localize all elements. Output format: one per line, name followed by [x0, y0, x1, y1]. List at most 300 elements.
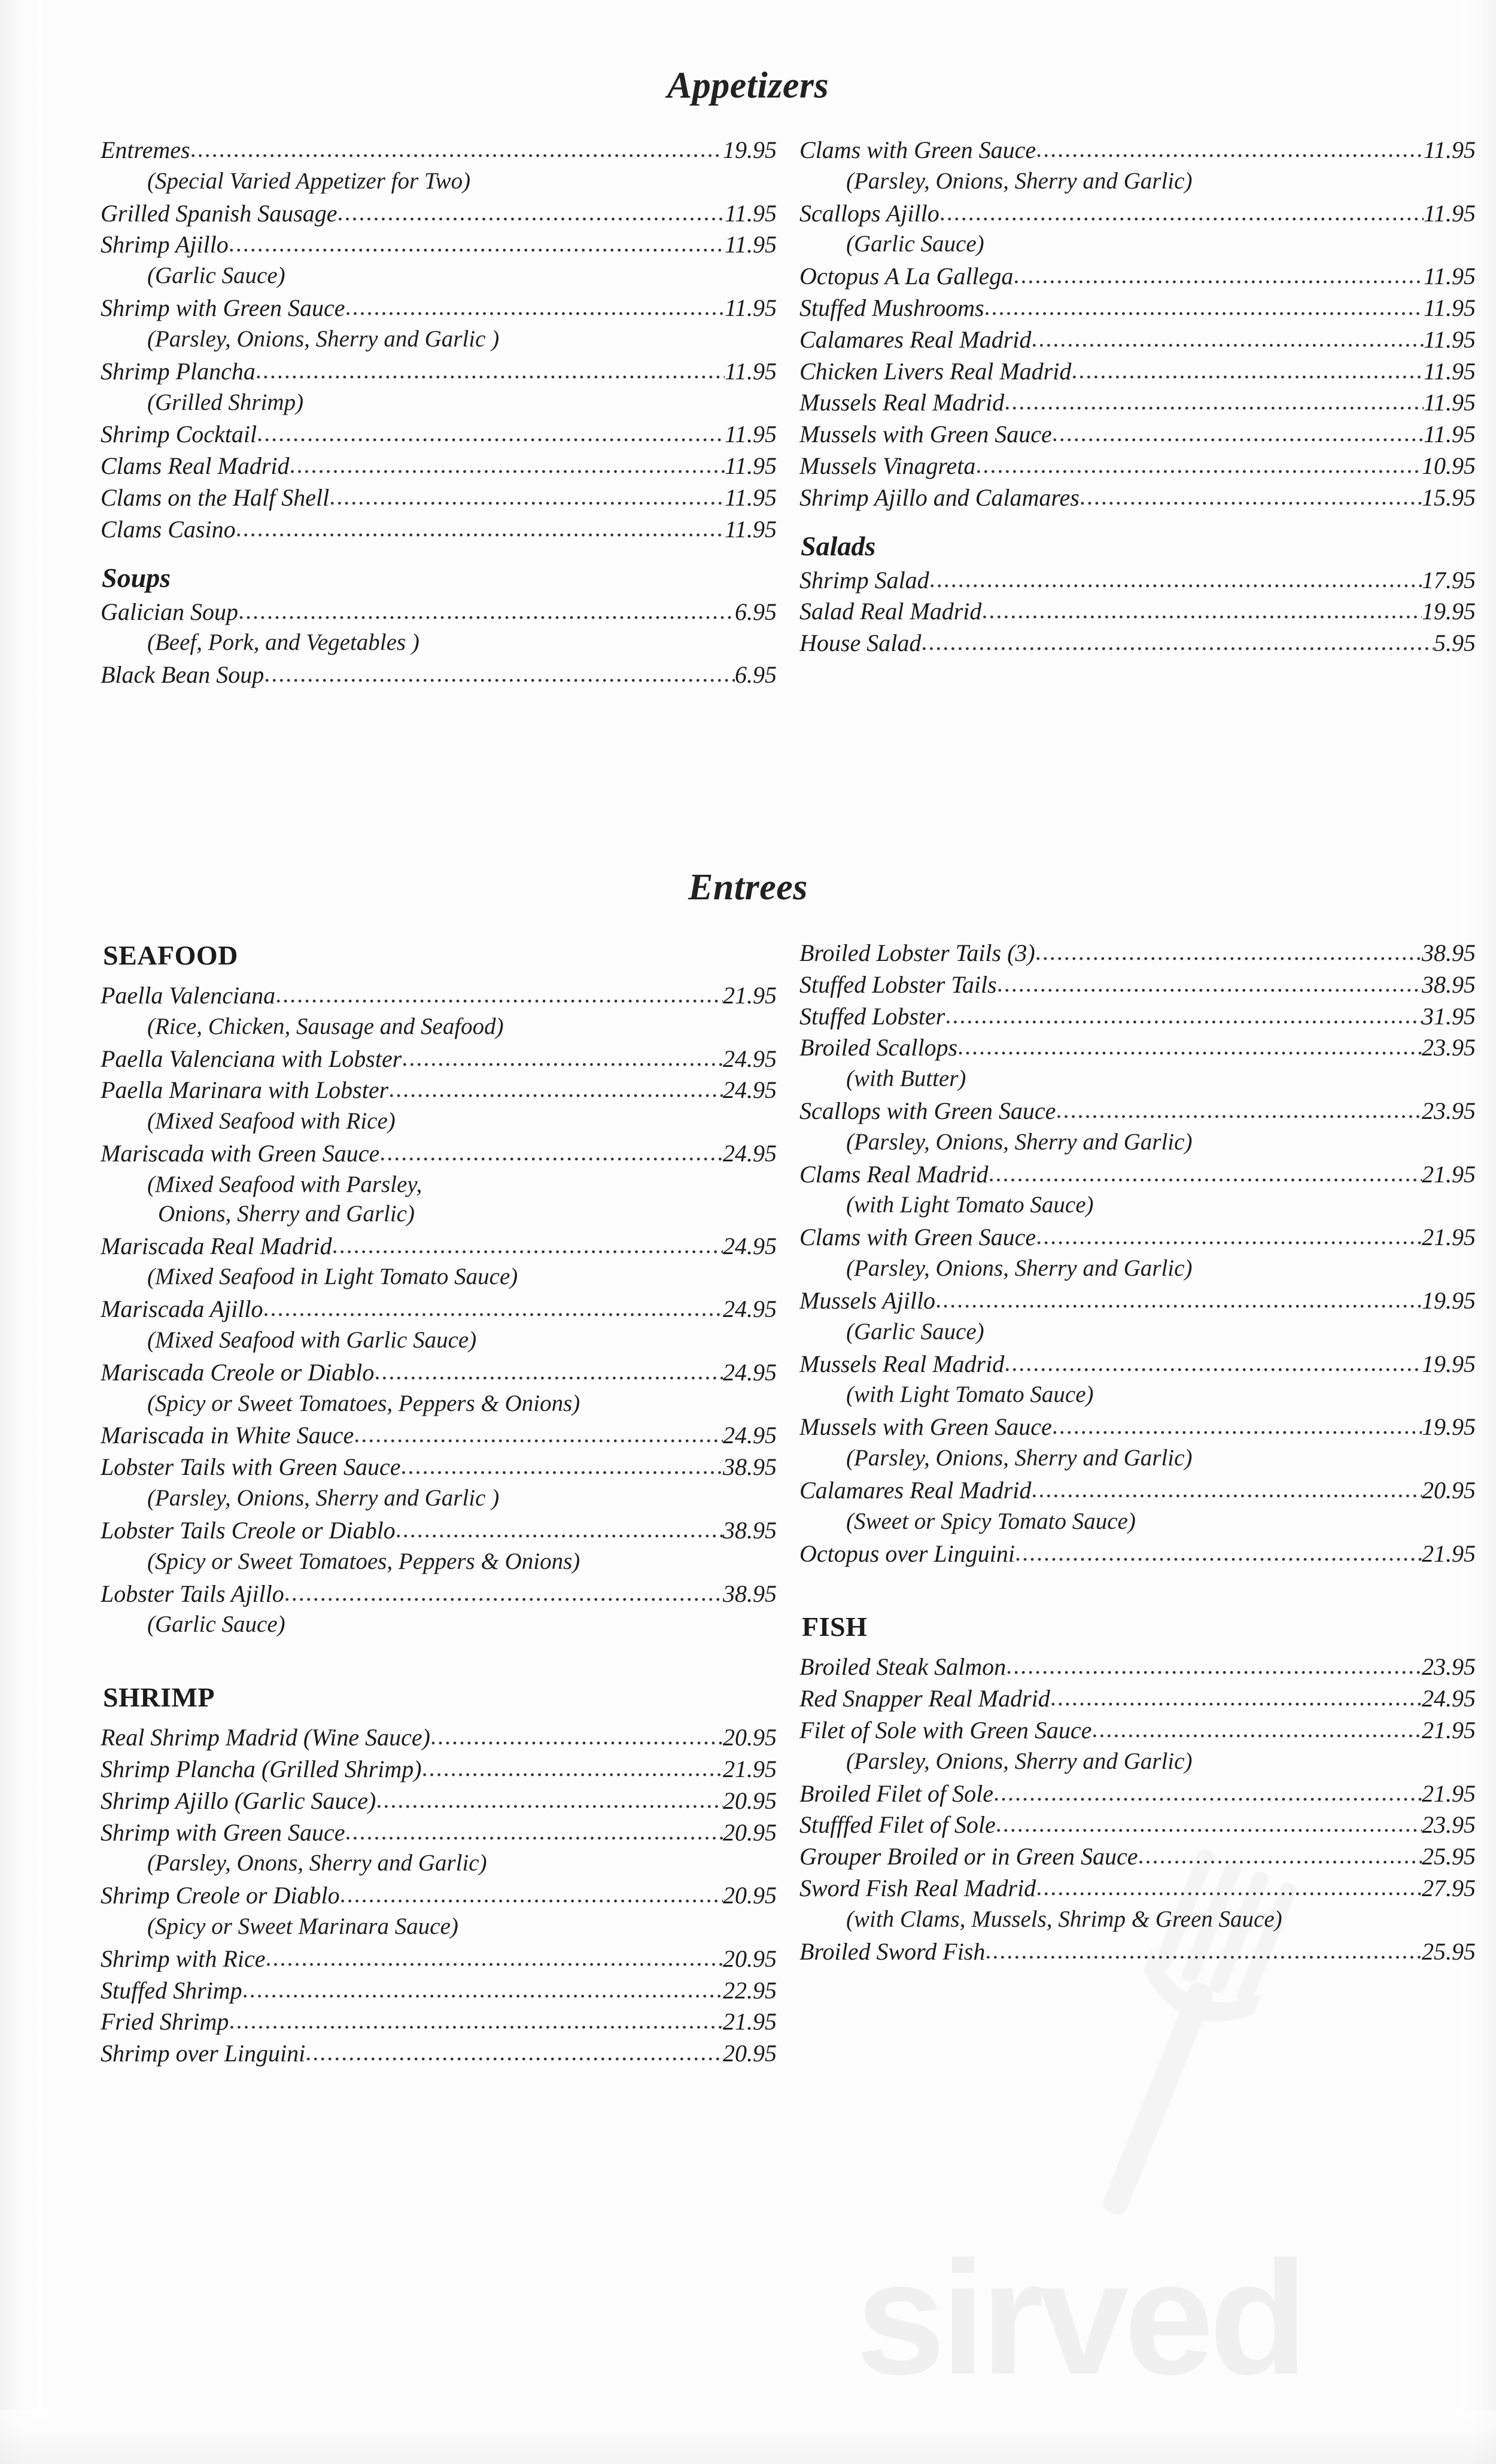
menu-item[interactable] [799, 1413, 1476, 1441]
item-price: 24.95 [723, 1076, 777, 1104]
menu-item[interactable] [101, 661, 777, 689]
dot-leader [263, 1295, 723, 1322]
item-name: Shrimp with Rice [101, 1945, 266, 1972]
dot-leader [340, 1882, 723, 1909]
dot-leader [939, 200, 1424, 227]
dot-leader [1036, 1875, 1422, 1902]
item-price: 23.95 [1422, 1034, 1476, 1061]
item-price: 31.95 [1422, 1002, 1476, 1030]
menu-item[interactable] [101, 421, 777, 449]
menu-item[interactable] [101, 516, 777, 544]
menu-item[interactable] [101, 452, 777, 480]
item-description: (Parsley, Onions, Sherry and Garlic) [846, 1255, 1193, 1282]
menu-item[interactable] [101, 982, 777, 1010]
menu-item[interactable] [101, 1045, 777, 1073]
item-price: 11.95 [724, 231, 777, 258]
item-price: 11.95 [724, 452, 777, 480]
dot-leader [190, 136, 723, 163]
item-name: Grilled Spanish Sausage [101, 199, 337, 227]
menu-item[interactable] [101, 2008, 777, 2036]
item-price: 11.95 [1423, 294, 1476, 322]
dot-leader [1050, 1685, 1422, 1712]
dot-leader [996, 1811, 1422, 1838]
dot-leader [929, 567, 1422, 594]
item-price: 24.95 [723, 1295, 777, 1323]
entrees-right-list [799, 939, 1476, 1568]
item-description: (Spicy or Sweet Marinara Sauce) [147, 1914, 458, 1940]
item-price: 11.95 [724, 515, 777, 543]
menu-item[interactable] [799, 452, 1476, 480]
item-name: Shrimp Ajillo [101, 231, 229, 258]
item-description: (Mixed Seafood with Garlic Sauce) [147, 1327, 477, 1353]
item-price: 20.95 [723, 1787, 777, 1814]
item-name: Paella Marinara with Lobster [101, 1076, 389, 1104]
menu-item[interactable] [799, 1477, 1476, 1505]
dot-leader [1052, 1413, 1422, 1440]
item-name: Clams Real Madrid [799, 1160, 989, 1188]
item-name: Mussels with Green Sauce [799, 421, 1052, 448]
item-name: Stufffed Filet of Sole [799, 1811, 996, 1839]
entrees-left-column [101, 939, 777, 2071]
dot-leader [264, 661, 735, 688]
item-price: 11.95 [724, 294, 777, 322]
sirved-watermark: sirved [856, 2228, 1303, 2408]
item-description: (Parsley, Onons, Sherry and Garlic) [147, 1850, 487, 1876]
menu-item[interactable] [101, 484, 777, 512]
dot-leader [354, 1422, 723, 1449]
item-name: Calamares Real Madrid [799, 1476, 1032, 1504]
dot-leader [1138, 1843, 1422, 1870]
item-description: (Garlic Sauce) [846, 1318, 984, 1344]
dot-leader [945, 1003, 1422, 1030]
item-name: Black Bean Soup [101, 661, 264, 689]
item-name: Calamares Real Madrid [799, 326, 1032, 353]
item-description: (Garlic Sauce) [846, 231, 984, 257]
subsection-title-shrimp: SHRIMP [103, 1682, 215, 1713]
menu-item[interactable] [799, 1811, 1476, 1839]
item-price: 24.95 [1422, 1685, 1476, 1712]
item-name: Stuffed Mushrooms [799, 294, 984, 322]
menu-item[interactable] [799, 1224, 1476, 1252]
dot-leader [957, 1034, 1422, 1061]
item-name: Shrimp with Green Sauce [101, 294, 345, 322]
menu-item[interactable] [799, 1938, 1476, 1966]
item-name: Shrimp Cocktail [101, 421, 257, 448]
menu-item[interactable] [101, 1233, 777, 1261]
menu-item[interactable] [799, 389, 1476, 417]
dot-leader [1071, 358, 1424, 385]
dot-leader [1080, 484, 1422, 511]
menu-item[interactable] [101, 1295, 777, 1324]
item-price: 21.95 [1422, 1540, 1476, 1567]
menu-item[interactable] [799, 939, 1476, 968]
menu-item[interactable] [101, 1977, 777, 2005]
item-name: Red Snapper Real Madrid [799, 1685, 1050, 1712]
subsection-title-fish: FISH [802, 1611, 868, 1642]
appetizers-left-column [101, 136, 777, 693]
item-price: 21.95 [723, 2008, 777, 2036]
item-name: Stuffed Shrimp [101, 1976, 242, 2004]
item-name: Shrimp Ajillo (Garlic Sauce) [101, 1787, 376, 1814]
item-price: 21.95 [723, 982, 777, 1009]
item-price: 19.95 [1422, 1413, 1476, 1441]
item-price: 27.95 [1422, 1874, 1476, 1902]
dot-leader [1031, 1477, 1422, 1504]
item-price: 6.95 [735, 598, 777, 625]
dot-leader [985, 1938, 1422, 1965]
item-description: (Spicy or Sweet Tomatoes, Peppers & Onions) [147, 1390, 580, 1416]
dot-leader [238, 598, 735, 625]
item-name: Shrimp Salad [799, 566, 929, 594]
salads-list [799, 567, 1476, 658]
item-name: Lobster Tails with Green Sauce [101, 1453, 401, 1481]
item-name: Mussels with Green Sauce [799, 1413, 1052, 1441]
item-name: Mariscada in White Sauce [101, 1422, 354, 1449]
menu-item[interactable] [799, 629, 1476, 658]
item-price: 11.95 [1423, 326, 1476, 353]
item-name: Grouper Broiled or in Green Sauce [799, 1843, 1138, 1870]
item-price: 20.95 [723, 1724, 777, 1751]
dot-leader [993, 1780, 1422, 1807]
item-description-cont: Onions, Sherry and Garlic) [158, 1200, 415, 1227]
item-price: 24.95 [723, 1422, 777, 1449]
item-name: Octopus over Linguini [799, 1540, 1015, 1567]
seafood-list [101, 982, 777, 1638]
menu-item[interactable] [799, 263, 1476, 291]
item-name: Clams on the Half Shell [101, 483, 330, 511]
item-name: Shrimp with Green Sauce [101, 1818, 345, 1846]
item-name: Octopus A La Gallega [799, 263, 1014, 290]
menu-item[interactable] [799, 1875, 1476, 1903]
item-description: (with Clams, Mussels, Shrimp & Green Sauce) [846, 1906, 1282, 1932]
menu-item[interactable] [799, 1287, 1476, 1315]
item-name: Shrimp Creole or Diablo [101, 1882, 340, 1909]
item-name: Clams Casino [101, 515, 236, 543]
menu-item[interactable] [101, 1882, 777, 1910]
menu-item[interactable] [101, 1140, 777, 1168]
item-price: 23.95 [1422, 1097, 1476, 1125]
item-description: (Mixed Seafood with Parsley, [147, 1171, 422, 1197]
item-price: 20.95 [723, 1945, 777, 1972]
dot-leader [332, 1233, 723, 1260]
item-name: Shrimp Ajillo and Calamares [799, 483, 1080, 511]
fish-list [799, 1653, 1476, 1966]
item-name: Fried Shrimp [101, 2008, 229, 2036]
page-edge-shadow-bottom [0, 2410, 1496, 2464]
menu-item[interactable] [101, 1359, 777, 1387]
item-name: Lobster Tails Creole or Diablo [101, 1516, 396, 1544]
menu-item[interactable] [799, 136, 1476, 165]
entrees-right-column [799, 939, 1476, 2071]
item-price: 15.95 [1422, 483, 1476, 511]
dot-leader [275, 982, 723, 1009]
item-price: 22.95 [723, 1976, 777, 2004]
item-name: Clams with Green Sauce [799, 1224, 1036, 1251]
menu-item[interactable] [799, 326, 1476, 354]
item-price: 19.95 [1422, 598, 1476, 625]
menu-item[interactable] [101, 1422, 777, 1450]
item-description: (Parsley, Onions, Sherry and Garlic ) [147, 326, 500, 352]
item-price: 24.95 [723, 1140, 777, 1167]
item-description: (Parsley, Onions, Sherry and Garlic) [846, 1128, 1193, 1155]
subsection-title-salads: Salads [801, 530, 876, 561]
item-name: Sword Fish Real Madrid [799, 1874, 1036, 1902]
dot-leader [1015, 1540, 1422, 1567]
menu-item[interactable] [101, 136, 777, 165]
dot-leader [329, 484, 725, 511]
item-name: Mussels Vinagreta [799, 452, 976, 480]
item-price: 11.95 [1423, 136, 1476, 163]
dot-leader [345, 294, 725, 321]
menu-item[interactable] [101, 1756, 777, 1784]
item-price: 20.95 [723, 1882, 777, 1909]
item-name: Paella Valenciana [101, 982, 276, 1009]
dot-leader [989, 1161, 1422, 1188]
menu-item[interactable] [101, 1945, 777, 1973]
item-name: Stuffed Lobster Tails [799, 971, 997, 998]
menu-item[interactable] [799, 1780, 1476, 1808]
dot-leader [257, 421, 725, 448]
menu-item[interactable] [799, 1717, 1476, 1745]
dot-leader [256, 358, 725, 385]
item-price: 11.95 [724, 483, 777, 511]
item-name: Broiled Scallops [799, 1034, 958, 1061]
dot-leader [379, 1140, 723, 1167]
dot-leader [236, 516, 725, 543]
item-price: 20.95 [1422, 1476, 1476, 1504]
item-name: Entremes [101, 136, 190, 163]
item-price: 19.95 [1422, 1350, 1476, 1377]
item-description: (Mixed Seafood with Rice) [147, 1108, 396, 1134]
item-price: 11.95 [1423, 199, 1476, 227]
dot-leader [1006, 1653, 1422, 1680]
item-price: 21.95 [1422, 1224, 1476, 1251]
item-description: (Parsley, Onions, Sherry and Garlic) [846, 1445, 1193, 1471]
menu-item[interactable] [101, 1787, 777, 1815]
item-description: (Grilled Shrimp) [147, 389, 304, 415]
item-description: (Spicy or Sweet Tomatoes, Peppers & Onions) [147, 1548, 580, 1574]
item-price: 11.95 [724, 421, 777, 448]
dot-leader [284, 1580, 723, 1607]
item-price: 20.95 [723, 2040, 777, 2067]
appetizers-right-column [799, 136, 1476, 693]
appetizers-list [101, 136, 777, 544]
item-price: 21.95 [723, 1756, 777, 1782]
item-description: (Parsley, Onions, Sherry and Garlic) [846, 168, 1193, 194]
dot-leader [1035, 939, 1422, 966]
item-name: Broiled Steak Salmon [799, 1653, 1007, 1681]
item-price: 11.95 [724, 199, 777, 227]
menu-item[interactable] [799, 1034, 1476, 1062]
item-name: Real Shrimp Madrid (Wine Sauce) [101, 1724, 430, 1751]
item-price: 21.95 [1422, 1779, 1476, 1807]
shrimp-list [101, 1724, 777, 2068]
section-title-appetizers: Appetizers [667, 65, 829, 106]
dot-leader [1091, 1717, 1422, 1744]
item-price: 38.95 [723, 1580, 777, 1607]
item-description: (Parsley, Onions, Sherry and Garlic ) [147, 1485, 500, 1511]
menu-item[interactable] [799, 1685, 1476, 1713]
menu-item[interactable] [799, 1540, 1476, 1568]
dot-leader [345, 1819, 723, 1846]
menu-item[interactable] [799, 1350, 1476, 1379]
item-description: (Sweet or Spicy Tomato Sauce) [846, 1508, 1136, 1534]
item-description: (with Butter) [846, 1066, 966, 1092]
item-description: (with Light Tomato Sauce) [846, 1192, 1094, 1218]
item-price: 38.95 [723, 1516, 777, 1544]
item-price: 24.95 [723, 1232, 777, 1260]
item-price: 5.95 [1434, 629, 1476, 657]
entrees-columns [0, 939, 1496, 2071]
dot-leader [997, 971, 1422, 998]
dot-leader [921, 629, 1434, 656]
menu-item[interactable] [799, 567, 1476, 595]
item-name: Chicken Livers Real Madrid [799, 357, 1072, 385]
dot-leader [401, 1453, 723, 1480]
menu-item[interactable] [101, 200, 777, 228]
dot-leader [388, 1076, 723, 1103]
section-title-entrees: Entrees [688, 867, 808, 908]
dot-leader [1036, 1224, 1422, 1251]
menu-item[interactable] [799, 971, 1476, 999]
item-name: House Salad [799, 629, 922, 657]
menu-item[interactable] [101, 1580, 777, 1608]
dot-leader [290, 452, 725, 479]
menu-item[interactable] [101, 231, 777, 259]
item-name: Mariscada Creole or Diablo [101, 1358, 375, 1386]
item-name: Mussels Ajillo [799, 1286, 936, 1314]
dot-leader [374, 1359, 723, 1386]
menu-item[interactable] [799, 484, 1476, 512]
item-description: (with Light Tomato Sauce) [846, 1382, 1094, 1408]
menu-item[interactable] [101, 1517, 777, 1545]
menu-item[interactable] [799, 598, 1476, 626]
item-name: Stuffed Lobster [799, 1002, 945, 1030]
item-price: 23.95 [1422, 1653, 1476, 1681]
item-price: 11.95 [724, 357, 777, 385]
item-price: 19.95 [1422, 1286, 1476, 1314]
dot-leader [305, 2040, 723, 2067]
item-name: Mussels Real Madrid [799, 389, 1005, 416]
item-price: 38.95 [1422, 939, 1476, 966]
item-price: 20.95 [723, 1818, 777, 1846]
dot-leader [1036, 136, 1424, 163]
dot-leader [1004, 1350, 1422, 1377]
item-price: 24.95 [723, 1045, 777, 1072]
soups-list [101, 598, 777, 689]
item-name: Broiled Sword Fish [799, 1937, 986, 1965]
item-name: Filet of Sole with Green Sauce [799, 1716, 1092, 1744]
item-name: Broiled Lobster Tails (3) [799, 939, 1035, 966]
item-name: Paella Valenciana with Lobster [101, 1045, 402, 1072]
item-name: Mariscada with Green Sauce [101, 1140, 380, 1167]
item-name: Mussels Real Madrid [799, 1350, 1005, 1377]
item-name: Broiled Filet of Sole [799, 1779, 994, 1807]
menu-item[interactable] [101, 1076, 777, 1105]
dot-leader [376, 1787, 723, 1814]
dot-leader [229, 2008, 723, 2035]
dot-leader [981, 598, 1422, 625]
menu-item[interactable] [799, 1161, 1476, 1189]
menu-item[interactable] [101, 598, 777, 626]
menu-item[interactable] [799, 1843, 1476, 1871]
item-price: 38.95 [1422, 971, 1476, 998]
item-name: Scallops with Green Sauce [799, 1097, 1056, 1125]
item-description: (Parsley, Onions, Sherry and Garlic) [846, 1748, 1193, 1774]
item-name: Mariscada Real Madrid [101, 1232, 332, 1260]
dot-leader [422, 1756, 723, 1782]
item-name: Shrimp over Linguini [101, 2040, 306, 2067]
item-price: 25.95 [1422, 1937, 1476, 1965]
dot-leader [242, 1977, 723, 2004]
item-name: Galician Soup [101, 598, 238, 625]
item-price: 38.95 [723, 1453, 777, 1481]
dot-leader [984, 294, 1424, 321]
item-price: 11.95 [1423, 421, 1476, 448]
subsection-title-soups: Soups [102, 562, 171, 593]
menu-item[interactable] [101, 358, 777, 386]
item-description: (Garlic Sauce) [147, 1611, 285, 1638]
menu-item[interactable] [799, 200, 1476, 228]
dot-leader [337, 200, 725, 227]
dot-leader [1056, 1097, 1422, 1124]
item-description: (Mixed Seafood in Light Tomato Sauce) [147, 1264, 518, 1290]
menu-item[interactable] [799, 421, 1476, 449]
dot-leader [1004, 389, 1424, 416]
menu-item[interactable] [799, 1653, 1476, 1681]
item-description: (Beef, Pork, and Vegetables ) [147, 629, 419, 656]
menu-item[interactable] [101, 1819, 777, 1847]
menu-item[interactable] [799, 1003, 1476, 1031]
dot-leader [935, 1287, 1422, 1314]
item-price: 19.95 [723, 136, 777, 163]
subsection-title-seafood: SEAFOOD [103, 940, 238, 971]
item-price: 6.95 [735, 661, 777, 689]
menu-item[interactable] [101, 1724, 777, 1752]
item-description: (Garlic Sauce) [147, 263, 285, 289]
dot-leader [975, 452, 1422, 479]
item-price: 10.95 [1422, 452, 1476, 480]
item-price: 25.95 [1422, 1843, 1476, 1870]
menu-item[interactable] [101, 1453, 777, 1482]
item-name: Clams Real Madrid [101, 452, 290, 480]
dot-leader [229, 231, 725, 258]
menu-item[interactable] [799, 1097, 1476, 1125]
dot-leader [430, 1724, 723, 1751]
item-name: Clams with Green Sauce [799, 136, 1036, 163]
item-name: Mariscada Ajillo [101, 1295, 263, 1323]
menu-item[interactable] [799, 358, 1476, 386]
item-name: Lobster Tails Ajillo [101, 1580, 284, 1607]
item-description: (Special Varied Appetizer for Two) [147, 168, 471, 194]
appetizers-list-right [799, 136, 1476, 512]
menu-item[interactable] [101, 294, 777, 323]
item-price: 11.95 [1423, 263, 1476, 290]
dot-leader [396, 1517, 723, 1544]
item-name: Salad Real Madrid [799, 598, 982, 625]
item-price: 21.95 [1422, 1160, 1476, 1188]
item-description: (Rice, Chicken, Sausage and Seafood) [147, 1013, 504, 1039]
item-price: 11.95 [1423, 357, 1476, 385]
menu-item[interactable] [101, 2040, 777, 2068]
appetizers-columns [0, 136, 1496, 693]
item-price: 24.95 [723, 1358, 777, 1386]
dot-leader [1013, 263, 1424, 290]
dot-leader [1052, 421, 1424, 448]
menu-item[interactable] [799, 294, 1476, 323]
dot-leader [266, 1945, 723, 1972]
item-price: 17.95 [1422, 566, 1476, 594]
